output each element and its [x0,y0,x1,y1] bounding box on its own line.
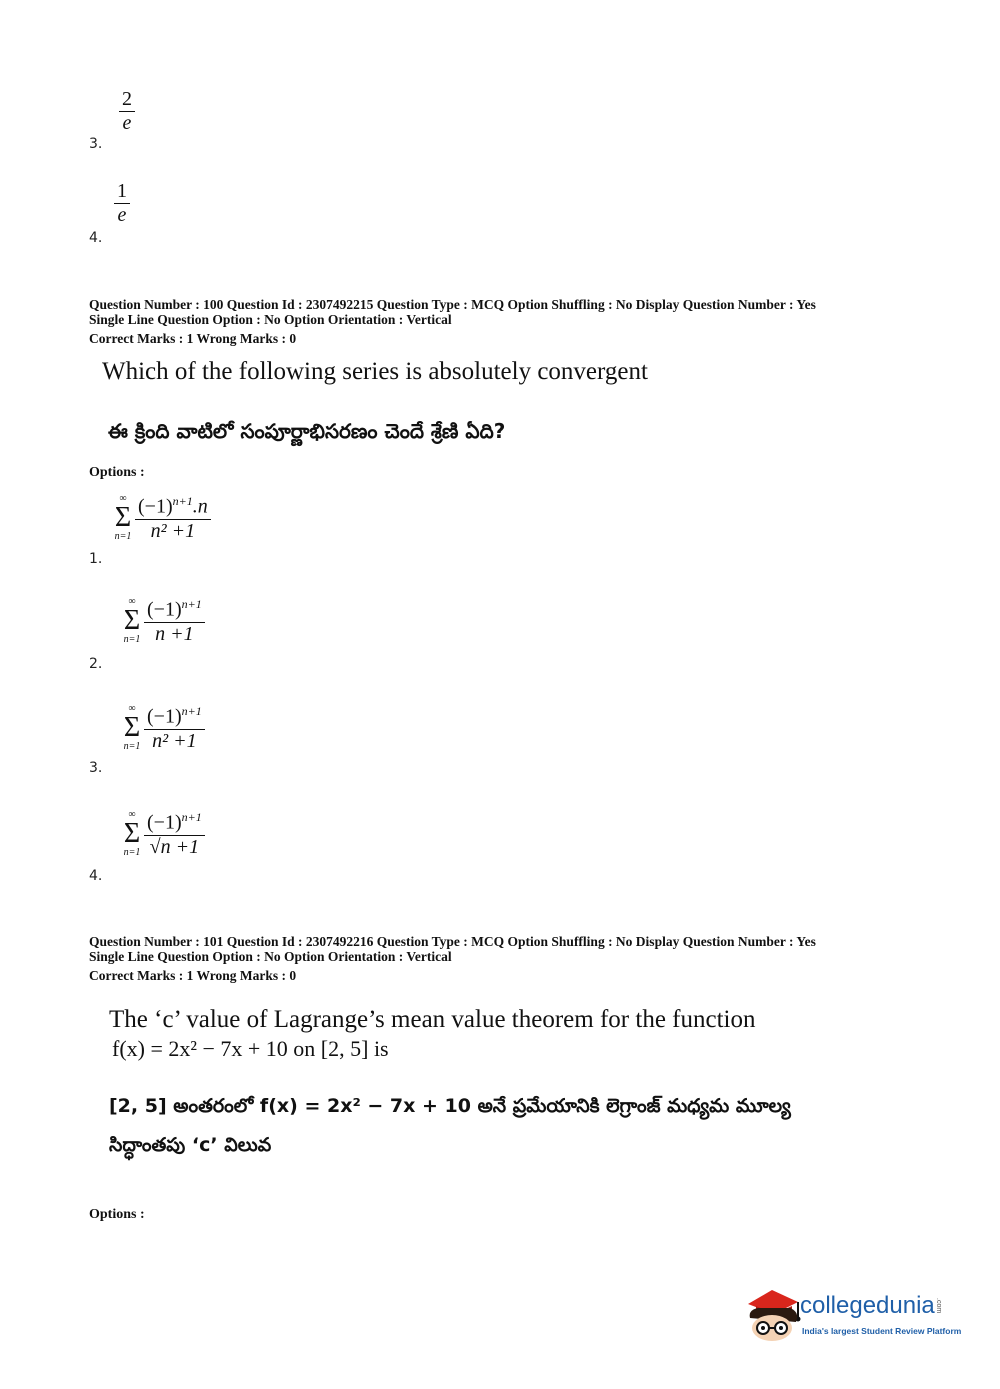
q100-text-english: Which of the following series is absolutely convergent [102,358,648,385]
option-fraction: $\frac{(-1)^{n+1}}{\text{n² +1}}$ [144,704,205,753]
q101-text-english-line1: The ‘c’ value of Lagrange’s mean value theorem for the function [109,1006,756,1033]
q101-text-english-line2: f(x) = 2x² − 7x + 10 on [2, 5] is [112,1036,389,1061]
option-fraction: $\frac{(-1)^{n+1}}{√n +1}$ [144,810,205,859]
q101-marks: Correct Marks : 1 Wrong Marks : 0 [89,968,297,983]
summation-sign: ∞ Σ n=1 [123,703,141,753]
prev-option-4-number: 4. [89,230,103,246]
logo-name: collegedunia [800,1292,935,1319]
q101-text-telugu-line1: [2, 5] అంతరంలో f(x) = 2x² − 7x + 10 అనే ప్రమేయానికి లెగ్రాంజ్ మధ్యమ మూల్య [109,1095,791,1117]
prev-option-3-number: 3. [89,136,103,152]
q101-meta: Question Number : 101 Question Id : 2307492216 Question Type : MCQ Option Shuffling : No Display Question Number : Yes Single Line Question Option : No Option Orientation : Vertical [89,934,816,964]
option-fraction: $\frac{(-1)^{n+1}.n}{\text{n² +1}}$ [135,494,211,543]
summation-sign: ∞ Σ n=1 [123,596,141,646]
q100-option-2[interactable] [120,597,205,646]
summation-sign: ∞ Σ n=1 [123,809,141,859]
q100-option-3-number: 3. [89,760,103,776]
q101-options-label: Options : [89,1207,145,1222]
q100-option-3[interactable] [120,704,205,753]
q100-option-1-number: 1. [89,551,103,567]
q101-text-telugu-line2: సిద్ధాంతపు ‘c’ విలువ [109,1134,272,1156]
q100-option-4[interactable] [120,810,205,859]
q100-meta: Question Number : 100 Question Id : 2307492215 Question Type : MCQ Option Shuffling : No Display Question Number : Yes Single Line Question Option : No Option Orientation : Vertical [89,297,816,327]
logo-suffix: .com [934,1297,942,1313]
collegedunia-logo [742,1282,972,1348]
prev-option-4-fraction: $\frac{1}{e}$ [114,180,130,227]
logo-tagline: India's largest Student Review Platform [802,1326,962,1336]
q100-text-telugu: ఈ క్రింది వాటిలో సంపూర్ణాభిసరణం చెందే శ్రేణి ఏది? [108,419,506,443]
prev-option-3-fraction: $\frac{2}{e}$ [119,88,135,135]
q100-option-1[interactable] [111,494,211,543]
q100-option-4-number: 4. [89,868,103,884]
q100-options-label: Options : [89,465,145,480]
q100-option-2-number: 2. [89,656,103,672]
summation-sign: ∞ Σ n=1 [114,493,132,543]
option-fraction: $\frac{(-1)^{n+1}}{n +1}$ [144,597,205,646]
mascot-icon [742,1282,804,1344]
q100-marks: Correct Marks : 1 Wrong Marks : 0 [89,331,297,346]
